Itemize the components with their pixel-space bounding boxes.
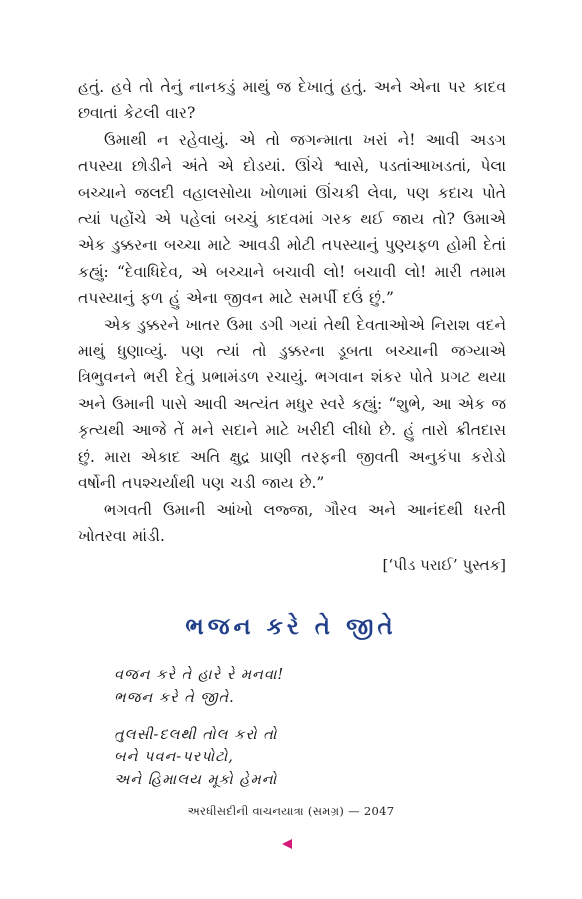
poem-line: વજન કરે તે હારે રે મનવા! bbox=[114, 667, 285, 683]
story-body bbox=[78, 74, 506, 577]
poem-line: બને પવન-પરપોટો, bbox=[114, 749, 234, 766]
paragraph-1: હતું. હવે તો તેનું નાનકડું માથું જ દેખાતું હતું. અને એના પર કાદવ છવાતાં કેટલી વાર? bbox=[78, 78, 506, 123]
poem bbox=[114, 664, 474, 806]
poem-stanza-2 bbox=[114, 724, 474, 792]
poem-line: ભજન કરે તે જીતે. bbox=[114, 689, 235, 706]
poem-line: તુલસી-દલથી તોલ કરો તો bbox=[114, 726, 278, 743]
paragraph-3: એક ડુક્કરને ખાતર ઉમા ડગી ગયાં તેથી દેવતાઓએ નિરાશ વદને માથું ધુણાવ્યું. પણ ત્યાં તો ડુક્કરના ડૂબતા બચ્ચાની જગ્યાએ ત્રિભુવનને ભરી દેતું પ્રભામંડળ રચાયું. ભગવાન શંકર પોતે પ્રગટ થયા અને ઉમાની પાસે આવી અત્યંત મધુર સ્વરે કહ્યું: “શુભે, આ એક જ કૃત્યથી આજે તેં મને સદાને માટે ખરીદી લીધો છે. હું તારો ક્રીતદાસ છું. મારા એકાદ અતિ ક્ષુદ્ર પ્રાણી તરફની જીવતી અનુકંપા કરોડો વર્ષોની તપશ્ચર્યાથી પણ ચડી જાય છે.” bbox=[78, 315, 506, 493]
paragraph-4: ભગવતી ઉમાની આંખો લજ્જા, ગૌરવ અને આનંદથી ધરતી ખોતરવા માંડી. bbox=[78, 500, 506, 545]
left-triangle-icon[interactable] bbox=[282, 839, 292, 849]
poem-title: ભજન કરે તે જીતે bbox=[185, 614, 397, 640]
page-footer: અરધીસદીની વાચનયાત્રા (સમગ્ર) — 2047 bbox=[187, 804, 395, 818]
paragraph-2: ઉમાથી ન રહેવાયું. એ તો જગન્માતા ખરાં ને! આવી અડગ તપસ્યા છોડીને અંતે એ દોડયાં. ઊંચે શ્વાસે, પડતાંઆખડતાં, પેલા બચ્ચાને જલદી વહાલસોયા ખોળામાં ઊંચકી લેવા, પણ કદાચ પોતે ત્યાં પહોંચે એ પહેલાં બચ્ચું કાદવમાં ગરક થઈ જાય તો? ઉમાએ એક ડુક્કરના બચ્ચા માટે આવડી મોટી તપસ્યાનું પુણ્યફળ હોમી દેતાં કહ્યું: “દેવાધિદેવ, એ બચ્ચાને બચાવી લો! બચાવી લો! મારી તમામ તપસ્યાનું ફળ હું એના જીવન માટે સમર્પી દઉં છું.” bbox=[78, 130, 506, 308]
poem-stanza-1 bbox=[114, 664, 474, 710]
source-citation: [‘પીડ પરાઈ’ પુસ્તક] bbox=[382, 556, 506, 575]
poem-line: અને હિમાલય મૂકો હેમનો bbox=[114, 772, 278, 789]
